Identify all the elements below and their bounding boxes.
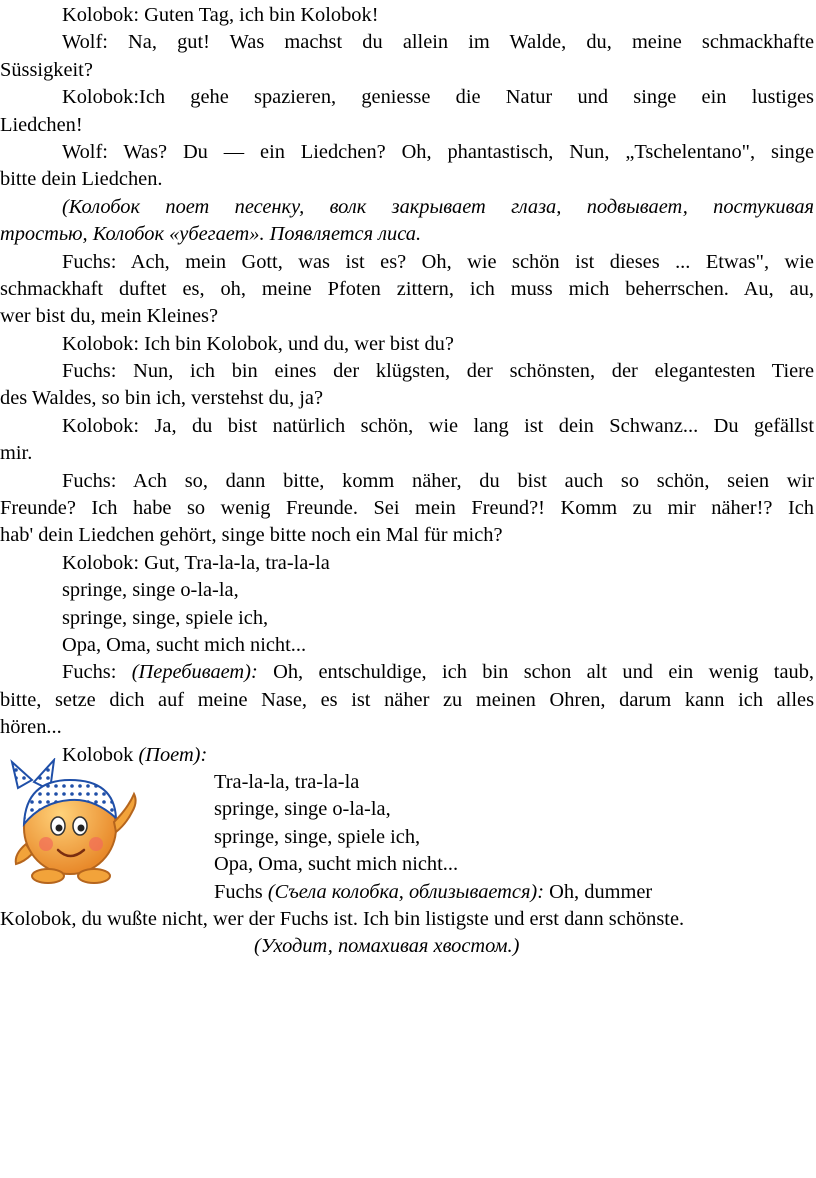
song-line: Kolobok: Gut, Tra-la-la, tra-la-la <box>62 551 330 574</box>
text-line: bitte dein Liedchen. <box>0 168 163 191</box>
text-line: Kolobok: Ich bin Kolobok, und du, wer bist du? <box>62 332 454 355</box>
text-line: hören... <box>0 716 62 739</box>
song-line: springe, singe, spiele ich, <box>214 825 421 848</box>
speaker-label: Fuchs <box>214 880 268 903</box>
speech-text: Oh, dummer <box>544 880 653 903</box>
text-line: Kolobok, du wußte nicht, wer der Fuchs ist. Ich bin listigste und erst dann schönste. <box>0 907 685 930</box>
text-line: Liedchen! <box>0 113 83 136</box>
text-line: des Waldes, so bin ich, verstehst du, ja? <box>0 387 324 410</box>
text-line: Wolf: Was? Du — ein Liedchen? Oh, phantastisch, Nun, „Tschelentano", singe <box>62 140 814 163</box>
text-line: wer bist du, mein Kleines? <box>0 305 219 328</box>
text-line: bitte, setze dich auf meine Nase, es ist näher zu meinen Ohren, darum kann ich alles <box>0 688 814 711</box>
text-line: Kolobok:Ich gehe spazieren, geniesse die Natur und singe ein lustiges <box>62 86 814 109</box>
song-line: Opa, Oma, sucht mich nicht... <box>214 853 459 876</box>
text-line: Fuchs: Nun, ich bin eines der klügsten, der schönsten, der elegantesten Tiere <box>62 360 814 383</box>
text-line: Kolobok: Guten Tag, ich bin Kolobok! <box>62 4 379 26</box>
text-line: Wolf: Na, gut! Was machst du allein im Walde, du, meine schmackhafte <box>62 31 814 54</box>
stage-direction: (Перебивает): <box>131 661 258 684</box>
text-line: Fuchs: Ach, mein Gott, was ist es? Oh, wie schön ist dieses ... Etwas", wie <box>62 250 814 273</box>
stage-direction: (Колобок поет песенку, волк закрывает глаза, подвывает, постукивая <box>62 195 814 218</box>
stage-direction: (Поет): <box>138 743 208 766</box>
text-line: hab' dein Liedchen gehört, singe bitte noch ein Mal für mich? <box>0 524 503 547</box>
song-line: springe, singe o-la-la, <box>62 579 239 602</box>
speaker-label: Fuchs: <box>62 661 132 684</box>
speaker-label: Kolobok <box>62 743 139 766</box>
song-line: Opa, Oma, sucht mich nicht... <box>62 633 307 656</box>
song-line: springe, singe, spiele ich, <box>62 606 269 629</box>
speech-text: Oh, entschuldige, ich bin schon alt und ein wenig taub, <box>257 661 814 684</box>
text-line <box>0 659 814 686</box>
text-line: mir. <box>0 442 33 465</box>
text-line: Süssigkeit? <box>0 58 93 81</box>
song-line: Tra-la-la, tra-la-la <box>214 770 360 793</box>
text-line: Freunde? Ich habe so wenig Freunde. Sei mein Freund?! Komm zu mir näher!? Ich <box>0 497 814 520</box>
text-line: schmackhaft duftet es, oh, meine Pfoten zittern, ich muss mich beherrschen. Au, au, <box>0 277 814 300</box>
text-line: Kolobok: Ja, du bist natürlich schön, wie lang ist dein Schwanz... Du gefällst <box>62 414 814 437</box>
stage-direction: тростью, Колобок «убегает». Появляется лиса. <box>0 223 422 246</box>
song-line: springe, singe o-la-la, <box>214 798 391 821</box>
text-line: Fuchs: Ach so, dann bitte, komm näher, du bist auch so schön, seien wir <box>62 469 814 492</box>
kolobok-icon <box>4 758 144 888</box>
stage-direction: (Уходит, помахивая хвостом.) <box>254 935 520 958</box>
stage-direction: (Съела колобка, облизывается): <box>267 880 545 903</box>
